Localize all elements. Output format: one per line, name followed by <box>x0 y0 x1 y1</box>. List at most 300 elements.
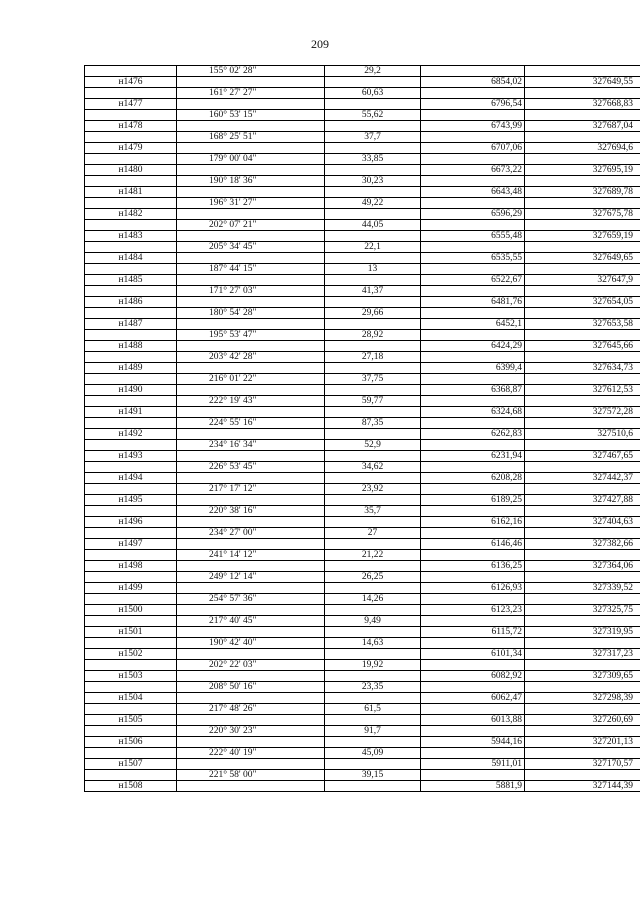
x-coordinate-cell-empty <box>421 132 525 143</box>
point-id-cell-empty <box>85 594 177 605</box>
direction-angle-cell-empty <box>177 99 325 110</box>
distance-cell: 34,62 <box>325 462 421 473</box>
y-coordinate-cell: 327427,88 <box>525 495 640 506</box>
y-coordinate-cell: 327144,39 <box>525 781 640 792</box>
point-row <box>85 275 640 286</box>
y-coordinate-cell-empty <box>525 242 640 253</box>
direction-angle-cell-empty <box>177 693 325 704</box>
point-row <box>85 429 640 440</box>
segment-row <box>85 682 640 693</box>
point-id-cell-empty <box>85 704 177 715</box>
x-coordinate-cell-empty <box>421 308 525 319</box>
y-coordinate-cell: 327319,95 <box>525 627 640 638</box>
point-id-cell-empty <box>85 154 177 165</box>
point-id-cell-empty <box>85 88 177 99</box>
direction-angle-cell-empty <box>177 143 325 154</box>
direction-angle-cell: 180° 54' 28" <box>177 308 325 319</box>
x-coordinate-cell: 6062,47 <box>421 693 525 704</box>
point-id-cell-empty <box>85 396 177 407</box>
direction-angle-cell: 249° 12' 14" <box>177 572 325 583</box>
point-id-cell: н1483 <box>85 231 177 242</box>
direction-angle-cell: 203° 42' 28" <box>177 352 325 363</box>
point-id-cell-empty <box>85 682 177 693</box>
point-id-cell: н1490 <box>85 385 177 396</box>
direction-angle-cell: 224° 55' 16" <box>177 418 325 429</box>
direction-angle-cell-empty <box>177 715 325 726</box>
segment-row <box>85 418 640 429</box>
point-row <box>85 121 640 132</box>
point-id-cell-empty <box>85 374 177 385</box>
distance-cell-empty <box>325 231 421 242</box>
distance-cell: 45,09 <box>325 748 421 759</box>
y-coordinate-cell: 327309,65 <box>525 671 640 682</box>
page-number: 209 <box>311 37 329 51</box>
y-coordinate-cell: 327404,63 <box>525 517 640 528</box>
y-coordinate-cell-empty <box>525 154 640 165</box>
direction-angle-cell: 217° 17' 12" <box>177 484 325 495</box>
point-id-cell-empty <box>85 242 177 253</box>
segment-row <box>85 396 640 407</box>
point-id-cell-empty <box>85 286 177 297</box>
direction-angle-cell: 234° 16' 34" <box>177 440 325 451</box>
direction-angle-cell: 155° 02' 28" <box>177 66 325 77</box>
x-coordinate-cell: 6208,28 <box>421 473 525 484</box>
point-id-cell-empty <box>85 550 177 561</box>
segment-row <box>85 726 640 737</box>
point-id-cell: н1497 <box>85 539 177 550</box>
direction-angle-cell: 216° 01' 22" <box>177 374 325 385</box>
segment-row <box>85 506 640 517</box>
segment-row <box>85 594 640 605</box>
x-coordinate-cell-empty <box>421 660 525 671</box>
point-row <box>85 209 640 220</box>
x-coordinate-cell: 6643,48 <box>421 187 525 198</box>
x-coordinate-cell: 6262,83 <box>421 429 525 440</box>
y-coordinate-cell: 327260,69 <box>525 715 640 726</box>
y-coordinate-cell: 327647,9 <box>525 275 640 286</box>
y-coordinate-cell: 327687,04 <box>525 121 640 132</box>
y-coordinate-cell: 327339,52 <box>525 583 640 594</box>
point-id-cell: н1508 <box>85 781 177 792</box>
direction-angle-cell: 220° 38' 16" <box>177 506 325 517</box>
point-id-cell-empty <box>85 638 177 649</box>
direction-angle-cell-empty <box>177 407 325 418</box>
point-id-cell-empty <box>85 484 177 495</box>
segment-row <box>85 770 640 781</box>
y-coordinate-cell-empty <box>525 484 640 495</box>
x-coordinate-cell: 6481,76 <box>421 297 525 308</box>
point-id-cell-empty <box>85 308 177 319</box>
distance-cell: 23,92 <box>325 484 421 495</box>
y-coordinate-cell-empty <box>525 396 640 407</box>
x-coordinate-cell-empty <box>421 550 525 561</box>
y-coordinate-cell: 327634,73 <box>525 363 640 374</box>
point-row <box>85 517 640 528</box>
distance-cell-empty <box>325 473 421 484</box>
x-coordinate-cell-empty <box>421 176 525 187</box>
distance-cell-empty <box>325 253 421 264</box>
point-id-cell: н1500 <box>85 605 177 616</box>
y-coordinate-cell-empty <box>525 770 640 781</box>
direction-angle-cell: 195° 53' 47" <box>177 330 325 341</box>
y-coordinate-cell: 327298,39 <box>525 693 640 704</box>
point-row <box>85 671 640 682</box>
direction-angle-cell-empty <box>177 77 325 88</box>
point-id-cell: н1492 <box>85 429 177 440</box>
direction-angle-cell: 160° 53' 15" <box>177 110 325 121</box>
distance-cell: 59,77 <box>325 396 421 407</box>
x-coordinate-cell: 6115,72 <box>421 627 525 638</box>
point-id-cell-empty <box>85 264 177 275</box>
y-coordinate-cell: 327382,66 <box>525 539 640 550</box>
x-coordinate-cell-empty <box>421 242 525 253</box>
point-row <box>85 77 640 88</box>
distance-cell: 37,75 <box>325 374 421 385</box>
x-coordinate-cell: 6368,87 <box>421 385 525 396</box>
distance-cell-empty <box>325 517 421 528</box>
y-coordinate-cell: 327325,75 <box>525 605 640 616</box>
y-coordinate-cell-empty <box>525 572 640 583</box>
segment-row <box>85 176 640 187</box>
point-row <box>85 759 640 770</box>
direction-angle-cell-empty <box>177 649 325 660</box>
segment-row <box>85 660 640 671</box>
x-coordinate-cell: 6743,99 <box>421 121 525 132</box>
direction-angle-cell-empty <box>177 275 325 286</box>
segment-row <box>85 88 640 99</box>
x-coordinate-cell: 6136,25 <box>421 561 525 572</box>
direction-angle-cell-empty <box>177 187 325 198</box>
distance-cell-empty <box>325 693 421 704</box>
point-row <box>85 143 640 154</box>
y-coordinate-cell-empty <box>525 330 640 341</box>
point-id-cell: н1506 <box>85 737 177 748</box>
distance-cell-empty <box>325 209 421 220</box>
y-coordinate-cell: 327467,65 <box>525 451 640 462</box>
segment-row <box>85 748 640 759</box>
distance-cell-empty <box>325 319 421 330</box>
point-id-cell: н1498 <box>85 561 177 572</box>
x-coordinate-cell: 6101,34 <box>421 649 525 660</box>
direction-angle-cell-empty <box>177 209 325 220</box>
direction-angle-cell: 202° 22' 03" <box>177 660 325 671</box>
direction-angle-cell: 220° 30' 23" <box>177 726 325 737</box>
x-coordinate-cell-empty <box>421 704 525 715</box>
point-id-cell: н1477 <box>85 99 177 110</box>
point-row <box>85 715 640 726</box>
segment-row <box>85 528 640 539</box>
distance-cell: 44,05 <box>325 220 421 231</box>
point-id-cell-empty <box>85 528 177 539</box>
point-id-cell: н1505 <box>85 715 177 726</box>
direction-angle-cell-empty <box>177 561 325 572</box>
x-coordinate-cell: 6399,4 <box>421 363 525 374</box>
x-coordinate-cell: 6452,1 <box>421 319 525 330</box>
point-id-cell-empty <box>85 220 177 231</box>
direction-angle-cell: 202° 07' 21" <box>177 220 325 231</box>
x-coordinate-cell: 5881,9 <box>421 781 525 792</box>
distance-cell: 28,92 <box>325 330 421 341</box>
distance-cell-empty <box>325 407 421 418</box>
point-id-cell: н1478 <box>85 121 177 132</box>
distance-cell: 91,7 <box>325 726 421 737</box>
point-row <box>85 693 640 704</box>
point-id-cell-empty <box>85 572 177 583</box>
direction-angle-cell: 222° 40' 19" <box>177 748 325 759</box>
x-coordinate-cell-empty <box>421 638 525 649</box>
x-coordinate-cell: 6555,48 <box>421 231 525 242</box>
distance-cell-empty <box>325 341 421 352</box>
point-id-cell: н1503 <box>85 671 177 682</box>
x-coordinate-cell-empty <box>421 616 525 627</box>
direction-angle-cell-empty <box>177 363 325 374</box>
point-id-cell: н1481 <box>85 187 177 198</box>
point-row <box>85 297 640 308</box>
distance-cell: 49,22 <box>325 198 421 209</box>
y-coordinate-cell-empty <box>525 264 640 275</box>
distance-cell-empty <box>325 649 421 660</box>
x-coordinate-cell-empty <box>421 594 525 605</box>
segment-row <box>85 66 640 77</box>
distance-cell-empty <box>325 451 421 462</box>
point-id-cell: н1507 <box>85 759 177 770</box>
point-row <box>85 539 640 550</box>
distance-cell: 61,5 <box>325 704 421 715</box>
distance-cell-empty <box>325 627 421 638</box>
x-coordinate-cell-empty <box>421 352 525 363</box>
point-id-cell: н1499 <box>85 583 177 594</box>
y-coordinate-cell-empty <box>525 88 640 99</box>
y-coordinate-cell-empty <box>525 198 640 209</box>
y-coordinate-cell-empty <box>525 550 640 561</box>
distance-cell-empty <box>325 77 421 88</box>
x-coordinate-cell-empty <box>421 396 525 407</box>
y-coordinate-cell-empty <box>525 748 640 759</box>
direction-angle-cell-empty <box>177 297 325 308</box>
x-coordinate-cell-empty <box>421 484 525 495</box>
direction-angle-cell-empty <box>177 341 325 352</box>
x-coordinate-cell: 6146,46 <box>421 539 525 550</box>
direction-angle-cell-empty <box>177 165 325 176</box>
point-row <box>85 495 640 506</box>
point-id-cell-empty <box>85 198 177 209</box>
distance-cell-empty <box>325 759 421 770</box>
point-id-cell: н1488 <box>85 341 177 352</box>
x-coordinate-cell-empty <box>421 154 525 165</box>
y-coordinate-cell-empty <box>525 528 640 539</box>
segment-row <box>85 462 640 473</box>
point-id-cell: н1493 <box>85 451 177 462</box>
distance-cell-empty <box>325 583 421 594</box>
point-id-cell: н1494 <box>85 473 177 484</box>
segment-row <box>85 264 640 275</box>
point-row <box>85 165 640 176</box>
point-id-cell-empty <box>85 132 177 143</box>
y-coordinate-cell-empty <box>525 308 640 319</box>
y-coordinate-cell-empty <box>525 638 640 649</box>
x-coordinate-cell: 5911,01 <box>421 759 525 770</box>
direction-angle-cell-empty <box>177 737 325 748</box>
x-coordinate-cell-empty <box>421 726 525 737</box>
direction-angle-cell: 179° 00' 04" <box>177 154 325 165</box>
segment-row <box>85 616 640 627</box>
distance-cell: 26,25 <box>325 572 421 583</box>
x-coordinate-cell: 5944,16 <box>421 737 525 748</box>
point-row <box>85 253 640 264</box>
segment-row <box>85 308 640 319</box>
x-coordinate-cell-empty <box>421 110 525 121</box>
direction-angle-cell-empty <box>177 539 325 550</box>
y-coordinate-cell-empty <box>525 616 640 627</box>
x-coordinate-cell: 6231,94 <box>421 451 525 462</box>
y-coordinate-cell: 327689,78 <box>525 187 640 198</box>
y-coordinate-cell: 327170,57 <box>525 759 640 770</box>
direction-angle-cell-empty <box>177 495 325 506</box>
point-row <box>85 319 640 330</box>
point-id-cell: н1504 <box>85 693 177 704</box>
x-coordinate-cell: 6673,22 <box>421 165 525 176</box>
distance-cell-empty <box>325 429 421 440</box>
distance-cell: 13 <box>325 264 421 275</box>
distance-cell-empty <box>325 561 421 572</box>
y-coordinate-cell: 327653,58 <box>525 319 640 330</box>
distance-cell: 29,2 <box>325 66 421 77</box>
segment-row <box>85 572 640 583</box>
y-coordinate-cell: 327612,53 <box>525 385 640 396</box>
distance-cell-empty <box>325 187 421 198</box>
point-row <box>85 627 640 638</box>
y-coordinate-cell: 327675,78 <box>525 209 640 220</box>
point-id-cell-empty <box>85 330 177 341</box>
distance-cell: 33,85 <box>325 154 421 165</box>
point-row <box>85 231 640 242</box>
distance-cell: 37,7 <box>325 132 421 143</box>
y-coordinate-cell: 327442,37 <box>525 473 640 484</box>
y-coordinate-cell-empty <box>525 66 640 77</box>
direction-angle-cell: 205° 34' 45" <box>177 242 325 253</box>
x-coordinate-cell-empty <box>421 506 525 517</box>
distance-cell-empty <box>325 363 421 374</box>
point-id-cell: н1479 <box>85 143 177 154</box>
y-coordinate-cell-empty <box>525 110 640 121</box>
point-id-cell: н1476 <box>85 77 177 88</box>
point-row <box>85 781 640 792</box>
x-coordinate-cell-empty <box>421 374 525 385</box>
point-row <box>85 605 640 616</box>
segment-row <box>85 198 640 209</box>
point-id-cell: н1491 <box>85 407 177 418</box>
point-id-cell: н1487 <box>85 319 177 330</box>
direction-angle-cell: 190° 18' 36" <box>177 176 325 187</box>
point-id-cell-empty <box>85 660 177 671</box>
x-coordinate-cell-empty <box>421 682 525 693</box>
y-coordinate-cell-empty <box>525 660 640 671</box>
direction-angle-cell-empty <box>177 517 325 528</box>
segment-row <box>85 440 640 451</box>
y-coordinate-cell: 327510,6 <box>525 429 640 440</box>
distance-cell: 29,66 <box>325 308 421 319</box>
distance-cell-empty <box>325 737 421 748</box>
x-coordinate-cell-empty <box>421 330 525 341</box>
y-coordinate-cell-empty <box>525 374 640 385</box>
segment-row <box>85 638 640 649</box>
direction-angle-cell-empty <box>177 121 325 132</box>
y-coordinate-cell-empty <box>525 220 640 231</box>
segment-row <box>85 484 640 495</box>
direction-angle-cell: 221° 58' 00" <box>177 770 325 781</box>
x-coordinate-cell-empty <box>421 748 525 759</box>
segment-row <box>85 352 640 363</box>
x-coordinate-cell-empty <box>421 440 525 451</box>
segment-row <box>85 374 640 385</box>
point-id-cell-empty <box>85 176 177 187</box>
distance-cell-empty <box>325 781 421 792</box>
point-id-cell-empty <box>85 440 177 451</box>
distance-cell-empty <box>325 385 421 396</box>
point-id-cell: н1480 <box>85 165 177 176</box>
segment-row <box>85 550 640 561</box>
coordinates-table-body <box>85 66 640 792</box>
x-coordinate-cell: 6854,02 <box>421 77 525 88</box>
direction-angle-cell-empty <box>177 253 325 264</box>
direction-angle-cell-empty <box>177 759 325 770</box>
distance-cell-empty <box>325 143 421 154</box>
point-row <box>85 451 640 462</box>
direction-angle-cell: 190° 42' 40" <box>177 638 325 649</box>
direction-angle-cell: 234° 27' 00" <box>177 528 325 539</box>
distance-cell: 22,1 <box>325 242 421 253</box>
point-row <box>85 737 640 748</box>
direction-angle-cell-empty <box>177 781 325 792</box>
distance-cell-empty <box>325 671 421 682</box>
distance-cell: 14,63 <box>325 638 421 649</box>
direction-angle-cell-empty <box>177 671 325 682</box>
point-id-cell: н1485 <box>85 275 177 286</box>
x-coordinate-cell: 6522,67 <box>421 275 525 286</box>
y-coordinate-cell: 327649,65 <box>525 253 640 264</box>
distance-cell: 39,15 <box>325 770 421 781</box>
point-row <box>85 583 640 594</box>
segment-row <box>85 132 640 143</box>
point-row <box>85 649 640 660</box>
direction-angle-cell: 208° 50' 16" <box>177 682 325 693</box>
distance-cell-empty <box>325 121 421 132</box>
point-row <box>85 363 640 374</box>
x-coordinate-cell-empty <box>421 462 525 473</box>
y-coordinate-cell: 327694,6 <box>525 143 640 154</box>
segment-row <box>85 110 640 121</box>
segment-row <box>85 704 640 715</box>
y-coordinate-cell-empty <box>525 704 640 715</box>
x-coordinate-cell: 6123,23 <box>421 605 525 616</box>
y-coordinate-cell-empty <box>525 440 640 451</box>
y-coordinate-cell: 327572,28 <box>525 407 640 418</box>
point-id-cell-empty <box>85 748 177 759</box>
direction-angle-cell-empty <box>177 473 325 484</box>
x-coordinate-cell: 6424,29 <box>421 341 525 352</box>
x-coordinate-cell-empty <box>421 88 525 99</box>
point-id-cell-empty <box>85 352 177 363</box>
distance-cell-empty <box>325 539 421 550</box>
distance-cell-empty <box>325 715 421 726</box>
direction-angle-cell: 171° 27' 03" <box>177 286 325 297</box>
direction-angle-cell-empty <box>177 429 325 440</box>
point-row <box>85 407 640 418</box>
distance-cell: 41,37 <box>325 286 421 297</box>
x-coordinate-cell: 6596,29 <box>421 209 525 220</box>
y-coordinate-cell-empty <box>525 418 640 429</box>
point-row <box>85 99 640 110</box>
